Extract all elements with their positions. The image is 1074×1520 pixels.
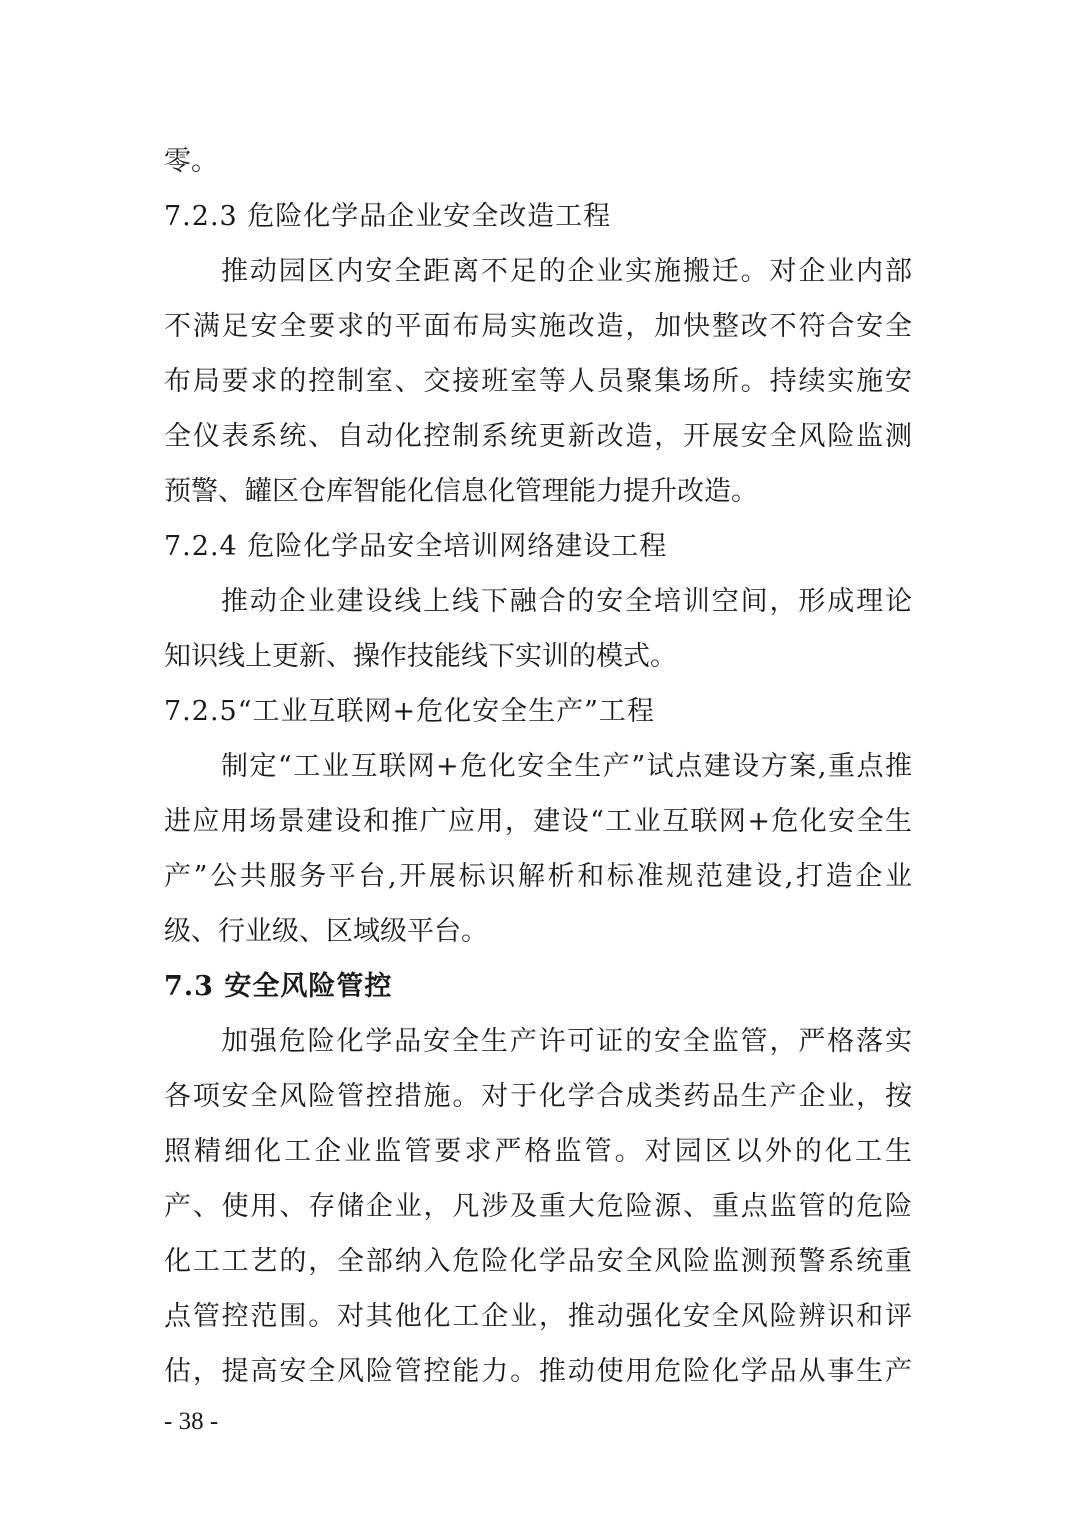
paragraph-line: 知识线上更新、操作技能线下实训的模式。 — [164, 641, 677, 672]
page-content — [164, 134, 912, 1399]
paragraph-line: 布局要求的控制室、交接班室等人员聚集场所。持续实施安 — [164, 366, 912, 397]
paragraph-line: 预警、罐区仓库智能化信息化管理能力提升改造。 — [164, 476, 758, 507]
paragraph-line: 估，提高安全风险管控能力。推动使用危险化学品从事生产 — [164, 1356, 912, 1387]
paragraph-line: 进应用场景建设和推广应用，建设“工业互联网+危化安全生 — [164, 806, 912, 837]
section-heading: 7.2.5“工业互联网+危化安全生产”工程 — [164, 696, 655, 727]
section-heading: 7.3 安全风险管控 — [164, 971, 393, 1002]
paragraph-line: 推动园区内安全距离不足的企业实施搬迁。对企业内部 — [221, 256, 912, 287]
paragraph-line: 零。 — [164, 146, 218, 177]
paragraph-line: 不满足安全要求的平面布局实施改造，加快整改不符合安全 — [164, 311, 912, 342]
paragraph-line: 照精细化工企业监管要求严格监管。对园区以外的化工生 — [164, 1136, 912, 1167]
section-heading: 7.2.4 危险化学品安全培训网络建设工程 — [164, 531, 668, 562]
paragraph-line: 各项安全风险管控措施。对于化学合成类药品生产企业，按 — [164, 1081, 912, 1112]
paragraph-line: 级、行业级、区域级平台。 — [164, 916, 488, 947]
paragraph-line: 产”公共服务平台,开展标识解析和标准规范建设,打造企业 — [164, 861, 912, 892]
paragraph-line: 点管控范围。对其他化工企业，推动强化安全风险辨识和评 — [164, 1301, 912, 1332]
paragraph-line: 全仪表系统、自动化控制系统更新改造，开展安全风险监测 — [164, 421, 912, 452]
paragraph-line: 加强危险化学品安全生产许可证的安全监管，严格落实 — [221, 1026, 912, 1057]
section-heading: 7.2.3 危险化学品企业安全改造工程 — [164, 201, 612, 232]
paragraph-line: 推动企业建设线上线下融合的安全培训空间，形成理论 — [221, 586, 912, 617]
paragraph-line: 化工工艺的，全部纳入危险化学品安全风险监测预警系统重 — [164, 1246, 912, 1277]
paragraph-line: 产、使用、存储企业，凡涉及重大危险源、重点监管的危险 — [164, 1191, 912, 1222]
page-number: - 38 - — [164, 1408, 219, 1435]
paragraph-line: 制定“工业互联网+危化安全生产”试点建设方案,重点推 — [221, 751, 912, 782]
